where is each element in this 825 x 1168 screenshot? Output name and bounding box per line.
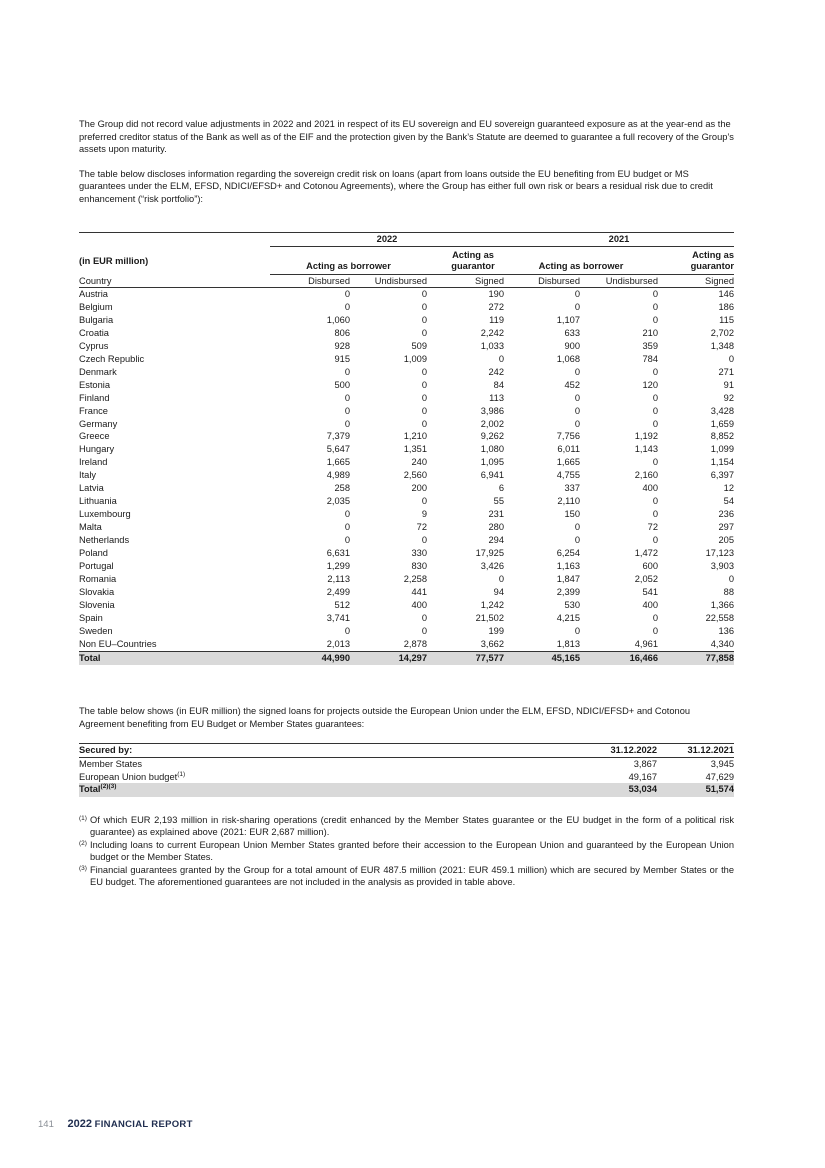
total-row: Total$^{(2)(3)}$ 53,034 51,574 [79,783,734,797]
country-cell: Non EU–Countries [79,638,157,649]
table-row [79,418,734,431]
value-cell: 297 [718,522,734,533]
value-cell: 3,741 [326,612,350,623]
column-header: Signed [427,275,504,288]
footnote: (3) Financial guarantees granted by the Group for a total amount of EUR 487.5 million (2021: EUR 459.1 million) which are secured by Member States or the EU budget. The aforementioned guarantees are not included in the analysis as provided in table above. [79,864,734,888]
year-2021-header: 2021 [504,233,734,247]
value-cell: 0 [421,289,427,299]
value-cell: 280 [488,522,504,533]
value-cell: 1,299 [326,561,350,572]
country-cell: Sweden [79,625,113,636]
value-cell: 2,242 [480,327,504,338]
country-cell: Estonia [79,379,111,390]
value-cell: 0 [344,522,350,533]
country-cell: Hungary [79,444,115,455]
table-row [79,547,734,560]
report-title: FINANCIAL REPORT [94,1119,193,1130]
value-cell: 0 [421,496,427,507]
value-cell: 7,756 [556,431,580,442]
value-cell: 784 [642,353,658,364]
country-cell: Czech Republic [79,353,145,364]
value-cell: 92 [723,392,734,403]
column-header: Disbursed [270,275,350,288]
value-cell: 200 [411,483,427,494]
value-cell: 8,852 [710,431,734,442]
value-cell: 7,379 [326,431,350,442]
column-header: Disbursed [504,275,580,288]
value-cell: 240 [411,457,427,468]
value-cell: 4,755 [556,470,580,481]
table-row [79,353,734,366]
footnote: (1) Of which EUR 2,193 million in risk-sharing operations (credit enhanced by the Member States guarantee or the EU budget in the form of a political risk guarantee) as explained above (2021: EUR 2,687 million). [79,814,734,838]
value-cell: 1,143 [634,444,658,455]
value-cell: 2,013 [326,638,350,649]
value-cell: 0 [652,418,658,429]
value-cell: 84 [493,379,504,390]
value-cell: 45,165 [504,651,580,665]
value-cell: 2,110 [557,496,580,507]
table-row [79,366,734,379]
value-cell: 1,033 [480,340,504,351]
table-row [79,327,734,340]
country-cell: Latvia [79,483,104,494]
value-cell: 2,560 [403,470,427,481]
value-cell: 6,254 [556,548,580,559]
value-cell: 258 [334,483,350,494]
value-cell: 928 [334,340,350,351]
value-cell: 2,499 [326,586,350,597]
value-cell: 512 [334,599,350,610]
table-row [79,625,734,638]
value-cell: 2,160 [634,470,658,481]
value-cell: 55 [493,496,504,507]
table-row [79,599,734,612]
value-cell: 0 [344,289,350,299]
value-cell: 54 [723,496,734,507]
table-row [79,443,734,456]
value-cell: 2,002 [480,418,504,429]
value-cell: 0 [652,535,658,546]
value-cell: 1,366 [710,599,734,610]
column-header-row [79,275,734,288]
value-cell: 1,210 [403,431,427,442]
value-cell: 0 [421,612,427,623]
value-cell: 2,702 [710,327,734,338]
value-cell: 1,163 [556,561,580,572]
value-cell: 0 [344,301,350,312]
value-cell: 6,397 [710,470,734,481]
value-cell: 0 [421,625,427,636]
value-cell: 400 [642,599,658,610]
table-row [79,612,734,625]
value-cell: 500 [334,379,350,390]
country-cell: Finland [79,392,110,403]
value-cell: 541 [642,586,658,597]
value-cell: 1,813 [556,638,580,649]
value-cell: 0 [498,573,504,584]
value-cell: 359 [642,340,658,351]
value-cell: 88 [723,586,734,597]
table-row [79,340,734,353]
value-cell: 0 [421,418,427,429]
unit-label: (in EUR million) [79,255,149,266]
value-cell: 77,577 [427,651,504,665]
table-row [79,469,734,482]
country-cell: Belgium [79,301,113,312]
country-cell: Lithuania [79,496,117,507]
value-cell: 0 [728,353,734,364]
country-cell: Malta [79,522,102,533]
table-row [79,482,734,495]
borrower-header-2022: Acting as borrower [270,247,427,275]
footnotes [79,814,734,889]
value-cell: 4,989 [326,470,350,481]
value-cell: 3,986 [480,405,504,416]
report-year: 2022 [67,1118,92,1130]
value-cell: 400 [411,599,427,610]
value-cell: 294 [488,535,504,546]
value-cell: 3,903 [710,561,734,572]
footnote: (2) Including loans to current European Union Member States granted before their accession to the European Union and guaranteed by the European Union budget or the Member States. [79,839,734,863]
value-cell: 900 [564,340,580,351]
value-cell: 0 [652,314,658,325]
table-row [79,314,734,327]
value-cell: 16,466 [580,651,658,665]
value-cell: 0 [652,612,658,623]
value-cell: 91 [723,379,734,390]
value-cell: 0 [574,625,580,636]
value-cell: 0 [344,535,350,546]
value-cell: 115 [719,314,734,325]
value-cell: 830 [411,561,427,572]
value-cell: 6,631 [326,548,350,559]
value-cell: 0 [421,366,427,377]
column-header: Undisbursed [350,275,427,288]
value-cell: 236 [718,509,734,520]
value-cell: 1,080 [480,444,504,455]
value-cell: 509 [411,340,427,351]
guaranteed-loans-table [79,743,734,797]
value-cell: 3,662 [480,638,504,649]
value-cell: 0 [574,405,580,416]
value-cell: 4,961 [634,638,658,649]
value-cell: 1,665 [556,457,580,468]
value-cell: 0 [652,392,658,403]
value-cell: 205 [718,535,734,546]
value-cell: 452 [564,379,580,390]
country-cell: Netherlands [79,535,130,546]
table2-intro: The table below shows (in EUR million) the signed loans for projects outside the European Union under the ELM, EFSD, NDICI/EFSD+ and Cotonou Agreement benefiting from EU Budget or Member States guarantees: [79,706,691,729]
value-cell: 1,154 [710,457,734,468]
value-cell: 0 [652,301,658,312]
value-cell: 1,351 [403,444,427,455]
value-cell: 1,095 [480,457,504,468]
value-cell: 441 [411,586,427,597]
value-cell: 21,502 [475,612,504,623]
table-row [79,456,734,469]
value-cell: 1,472 [634,548,658,559]
value-cell: 150 [564,509,580,520]
guarantor-header-2021: Acting as guarantor [658,247,734,275]
value-cell: 1,099 [710,444,734,455]
value-cell: 0 [652,405,658,416]
table-row [79,508,734,521]
value-cell: 231 [488,509,504,520]
value-cell: 1,242 [480,599,504,610]
value-cell: 1,060 [326,314,350,325]
guarantor-header-2022: Acting as guarantor [427,247,504,275]
country-cell: Ireland [79,457,108,468]
value-cell: 600 [642,561,658,572]
value-cell: 1,192 [634,431,658,442]
value-cell: 1,659 [710,418,734,429]
country-cell: Austria [79,289,108,299]
total-row [79,651,734,665]
value-cell: 1,107 [556,314,580,325]
value-cell: 530 [564,599,580,610]
column-header: Signed [658,275,734,288]
value-cell: 0 [421,379,427,390]
country-cell: Romania [79,573,117,584]
value-cell: 0 [574,289,580,299]
value-cell: 6,941 [480,470,504,481]
value-cell: 915 [334,353,350,364]
page-footer [38,1118,193,1130]
value-cell: 271 [718,366,734,377]
value-cell: 0 [421,301,427,312]
country-cell: Bulgaria [79,314,114,325]
value-cell: 330 [411,548,427,559]
value-cell: 1,847 [556,573,580,584]
table-row [79,586,734,599]
value-cell: 4,215 [556,612,580,623]
date-2021-header: 31.12.2021 [657,744,734,758]
value-cell: 3,428 [710,405,734,416]
value-cell: 0 [652,457,658,468]
secured-by-header: Secured by: [79,744,581,758]
value-cell: 2,878 [403,638,427,649]
value-cell: 94 [493,586,504,597]
value-cell: 72 [416,522,427,533]
value-cell: 17,123 [705,548,734,559]
table-row: Member States 3,867 3,945 [79,759,734,770]
country-cell: Greece [79,431,110,442]
value-cell: 186 [718,301,734,312]
value-cell: 1,348 [710,340,734,351]
value-cell: 190 [488,289,504,299]
value-cell: 0 [574,301,580,312]
country-cell: France [79,405,108,416]
value-cell: 0 [574,535,580,546]
table-row [79,534,734,547]
value-cell: 400 [642,483,658,494]
value-cell: 2,035 [326,496,350,507]
table-row [79,573,734,586]
page-number: 141 [38,1119,54,1130]
value-cell: 0 [574,522,580,533]
value-cell: 1,068 [556,353,580,364]
intro-paragraph-1: The Group did not record value adjustments in 2022 and 2021 in respect of its EU sovereign and EU sovereign guaranteed exposure as at the year-end as the preferred creditor status of the Bank as well as of the EIF and the protection given by the Bank’s Statute are deemed to guarantee a full recovery of the Group’s assets upon maturity. [79,119,734,154]
value-cell: 0 [498,353,504,364]
value-cell: 0 [652,625,658,636]
value-cell: 14,297 [350,651,427,665]
value-cell: 0 [574,418,580,429]
table-row [79,301,734,314]
value-cell: 4,340 [710,638,734,649]
value-cell: 12 [723,483,734,494]
table-row [79,379,734,392]
table-row: European Union budget$^{(1)}$ 49,167 47,629 [79,770,734,782]
country-cell: Slovakia [79,586,115,597]
sovereign-exposure-table [79,232,734,665]
value-cell: 44,990 [270,651,350,665]
table-row [79,560,734,573]
value-cell: 199 [488,625,504,636]
value-cell: 0 [344,418,350,429]
country-cell: Cyprus [79,340,109,351]
table-row [79,521,734,534]
value-cell: 1,665 [326,457,350,468]
value-cell: 6 [498,483,504,494]
value-cell: 113 [489,392,504,403]
value-cell: 146 [718,289,734,299]
country-cell: Total [79,651,270,665]
value-cell: 633 [564,327,580,338]
country-cell: Spain [79,612,103,623]
column-header: Undisbursed [580,275,658,288]
year-2022-header: 2022 [270,233,504,247]
value-cell: 0 [574,392,580,403]
intro-paragraph-2: The table below discloses information regarding the sovereign credit risk on loans (apart from loans outside the EU benefiting from EU budget or MS guarantees under the ELM, EFSD, NDICI/EFSD+ and Cotonou Agreements), where the Group has either full own risk or bears a residual risk due to credit enhancement (“risk portfolio”): [79,168,713,204]
value-cell: 2,399 [556,586,580,597]
value-cell: 17,925 [475,548,504,559]
value-cell: 0 [344,405,350,416]
table-row [79,495,734,508]
value-cell: 3,426 [480,561,504,572]
value-cell: 0 [728,573,734,584]
value-cell: 0 [421,405,427,416]
country-cell: Croatia [79,327,109,338]
value-cell: 0 [421,314,427,325]
table-row [79,638,734,651]
value-cell: 0 [344,366,350,377]
country-cell: Poland [79,548,108,559]
value-cell: 1,009 [403,353,427,364]
value-cell: 0 [421,535,427,546]
value-cell: 0 [652,289,658,299]
value-cell: 337 [564,483,580,494]
value-cell: 0 [652,366,658,377]
date-2022-header: 31.12.2022 [581,744,657,758]
country-cell: Luxembourg [79,509,131,520]
value-cell: 272 [488,301,504,312]
table-row [79,430,734,443]
value-cell: 806 [334,327,350,338]
value-cell: 0 [344,509,350,520]
value-cell: 136 [718,625,734,636]
column-header: Country [79,275,270,288]
value-cell: 9 [421,509,427,520]
borrower-header-2021: Acting as borrower [504,247,658,275]
value-cell: 0 [421,327,427,338]
value-cell: 9,262 [480,431,504,442]
value-cell: 0 [344,392,350,403]
value-cell: 0 [574,366,580,377]
value-cell: 22,558 [705,612,734,623]
country-cell: Germany [79,418,118,429]
page-content [79,118,734,889]
value-cell: 0 [344,625,350,636]
country-cell: Italy [79,470,97,481]
value-cell: 77,858 [658,651,734,665]
value-cell: 2,258 [403,573,427,584]
value-cell: 2,052 [634,573,658,584]
value-cell: 120 [642,379,658,390]
value-cell: 0 [652,509,658,520]
country-cell: Slovenia [79,599,115,610]
table-row [79,405,734,418]
country-cell: Denmark [79,366,117,377]
table-row [79,392,734,405]
value-cell: 210 [642,327,658,338]
value-cell: 119 [489,314,504,325]
table-row [79,288,734,301]
value-cell: 242 [488,366,504,377]
value-cell: 6,011 [557,444,580,455]
country-cell: Portugal [79,561,114,572]
value-cell: 0 [652,496,658,507]
value-cell: 0 [421,392,427,403]
value-cell: 5,647 [326,444,350,455]
value-cell: 2,113 [327,573,350,584]
value-cell: 72 [647,522,658,533]
